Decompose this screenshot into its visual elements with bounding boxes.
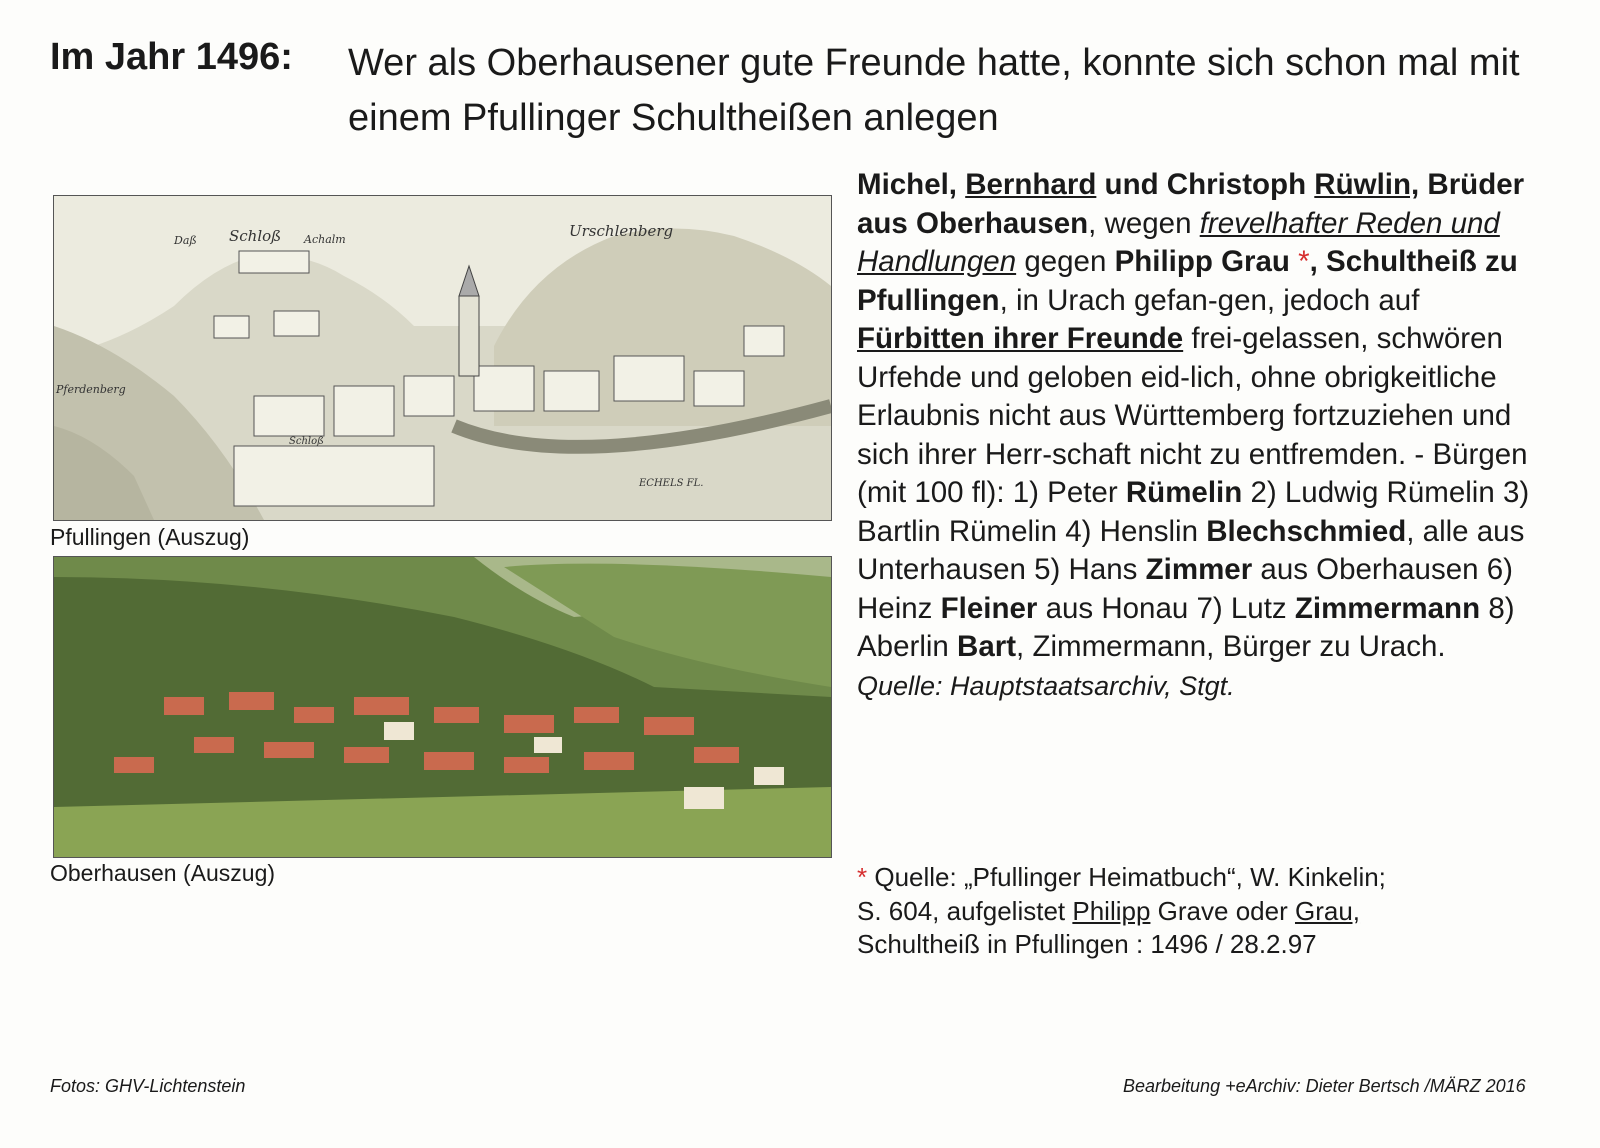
engraving-label-achalm: Achalm — [304, 233, 346, 246]
footnote-grau: Grau, — [1294, 895, 1361, 926]
text-christoph: und Christoph — [1104, 168, 1307, 201]
footnote-philipp: Philipp — [1072, 895, 1151, 926]
oberhausen-painting — [53, 556, 832, 858]
text-b5: aus Oberhausen 6) Heinz — [857, 553, 1513, 625]
text-philipp: Philipp Grau — [1114, 245, 1290, 278]
text-ruewlin: Rüwlin, — [1314, 168, 1420, 201]
text-fleiner: Fleiner — [940, 591, 1038, 625]
text-frevel: frevelhafter Reden und Handlungen — [857, 206, 1500, 278]
title-text: Wer als Oberhausener gute Freunde hatte, konnte sich schon mal mit einem Pfullinger Schultheißen anlegen — [348, 42, 1520, 139]
text-schultheiss: , Schultheiß zu Pfullingen — [857, 245, 1518, 317]
text-wegen: , wegen — [1088, 206, 1192, 240]
main-text — [857, 166, 1547, 705]
engraving-label-pferdenberg: Pferdenberg — [56, 383, 126, 396]
text-names: Michel, — [857, 168, 957, 201]
engraving-label-echels: ECHELS FL. — [639, 478, 704, 489]
text-blechschmied: Blechschmied — [1206, 514, 1407, 548]
text-zimmermann: Zimmermann — [1294, 591, 1481, 625]
engraving-label-urschlenberg: Urschlenberg — [569, 222, 674, 240]
footer-editor: Bearbeitung +eArchiv: Dieter Bertsch /MÄRZ 2016 — [1123, 1076, 1526, 1096]
text-bernhard: Bernhard — [965, 168, 1097, 201]
engraving-label-dass: Daß — [174, 234, 197, 247]
footnote-line1: Quelle: „Pfullinger Heimatbuch“, W. Kinkelin; — [874, 862, 1386, 892]
text-b2: 2) Ludwig Rümelin — [1250, 476, 1495, 509]
footnote-star-note: * — [857, 862, 868, 892]
text-b6: aus Honau — [1045, 591, 1189, 625]
footnote-star: * — [1298, 245, 1310, 278]
footer-credits: Fotos: GHV-Lichtenstein — [50, 1076, 246, 1096]
source-line: Quelle: Hauptstaatsarchiv, Stgt. — [857, 670, 1235, 701]
text-b4: , alle aus Unterhausen 5) Hans — [857, 514, 1525, 586]
footnote-line2a: S. 604, aufgelistet — [857, 895, 1066, 926]
text-bart: Bart — [957, 630, 1017, 663]
pfullingen-engraving — [53, 195, 832, 521]
text-fuerbitten: Fürbitten ihrer Freunde — [857, 322, 1184, 355]
text-gegen: gegen — [1024, 245, 1107, 278]
text-ruemelin: Rümelin — [1125, 476, 1243, 509]
engraving-label-schloss-small: Schloß — [289, 436, 324, 447]
text-b8: 8) Aberlin — [857, 591, 1515, 663]
text-rest: frei-gelassen, schwören Urfehde und geloben eid-lich, ohne obrigkeitliche Erlaubnis nicht aus Württemberg fortzuziehen und sich ihrer Herr-schaft nicht zu entfremden. - Bürgen (mit 100 fl): 1) Peter — [857, 322, 1528, 509]
pfullingen-caption: Pfullingen (Auszug) — [50, 524, 250, 550]
title-label: Im Jahr 1496: — [50, 36, 293, 78]
footnote-line2b: Grave oder — [1157, 895, 1288, 926]
text-b9: , Zimmermann, Bürger zu Urach. — [1016, 630, 1446, 663]
text-urach: , in Urach gefan-gen, jedoch auf — [999, 283, 1420, 317]
oberhausen-caption: Oberhausen (Auszug) — [50, 860, 276, 886]
text-zimmer: Zimmer — [1145, 553, 1253, 586]
text-brothers: Brüder aus Oberhausen — [857, 168, 1525, 240]
text-b7: 7) Lutz — [1196, 591, 1287, 625]
text-b3: 3) Bartlin Rümelin 4) Henslin — [857, 476, 1530, 548]
footnote-line3: Schultheiß in Pfullingen : 1496 / 28.2.97 — [857, 929, 1317, 959]
footnote — [857, 861, 1547, 962]
engraving-label-schloss: Schloß — [229, 227, 282, 245]
